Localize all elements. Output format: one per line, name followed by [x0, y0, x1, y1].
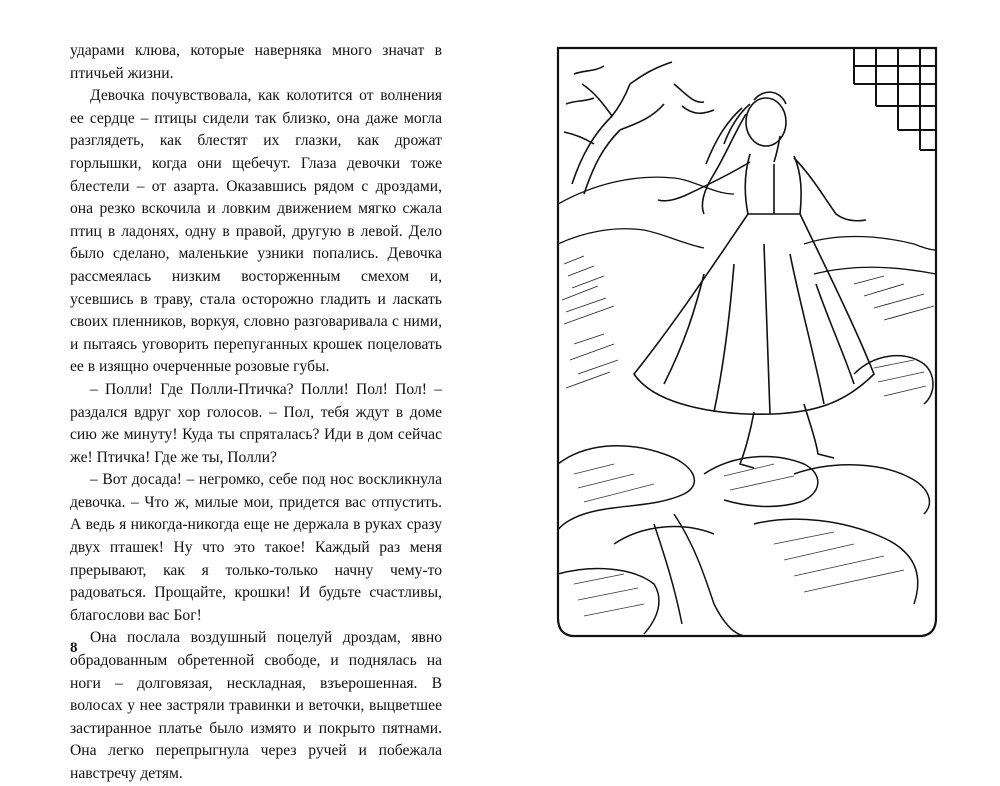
paragraph-girl-runs-away: Она послала воздушный поцелуй дроздам, явно обрадованным обретенной свободе, и поднялась на ноги – долговязая, нескладная, взъерошенная. В волосах у нее застряли травинки и веточки, выцветшее застиранное платье было измято и покрыто пятнами. Она легко перепрыгнула через ручей и побежала навстречу детям. [70, 629, 442, 782]
paragraph-voices-calling: – Полли! Где Полли-Птичка? Полли! Пол! Пол! – раздался вдруг хор голосов. – Пол, тебя ждут в доме сию же минуту! Куда ты спряталась? Иди в дом сейчас же! Птичка! Где же ты, Полли? [70, 380, 442, 466]
stream-rocks [558, 356, 933, 636]
rock-hatching [574, 360, 926, 616]
hills [558, 177, 936, 274]
illustration-girl-jumping-stream [554, 44, 940, 640]
ground-hatching [562, 256, 934, 388]
tree [564, 62, 714, 194]
illustration-drawing [554, 44, 940, 640]
paragraph-girl-releases-birds: – Вот досада! – негромко, себе под нос воскликнула девочка. – Что ж, милые мои, придется вас отпустить. А ведь я никогда-никогда еще не держала в руках сразу двух пташек! Ну что это такое! Каждый раз меня прерывают, как я только-только начну чему-то радоваться. Прощайте, крошки! И будьте счастливы, благослови вас Бог! [70, 471, 442, 624]
left-page-text [70, 40, 442, 786]
paragraph-continuation: ударами клюва, которые наверняка много значат в птичьей жизни. [70, 42, 442, 82]
window-grid [854, 48, 936, 150]
paragraph-girl-catches-birds: Девочка почувствовала, как колотится от волнения ее сердце – птицы сидели так близко, она даже могла разглядеть, как блестят их глазки, как дрожат горлышки, когда они щебечут. Глаза девочки тоже блестели – от азарта. Оказавшись рядом с дроздами, она резко вскочила и ловким движением мягко сжала птиц в ладонях, одну в правой, другую в левой. Дело было сделано, маленькие узники попались. Девочка рассмеялась низким восторженным смехом и, усевшись в траву, стала осторожно гладить и ласкать своих пленников, воркуя, словно разговаривала с ними, и пытаясь уговорить перепуганных крошек поцеловать ее в изящно очерченные розовые губы. [70, 87, 442, 376]
page-number: 8 [70, 640, 78, 656]
girl-figure [634, 92, 874, 468]
